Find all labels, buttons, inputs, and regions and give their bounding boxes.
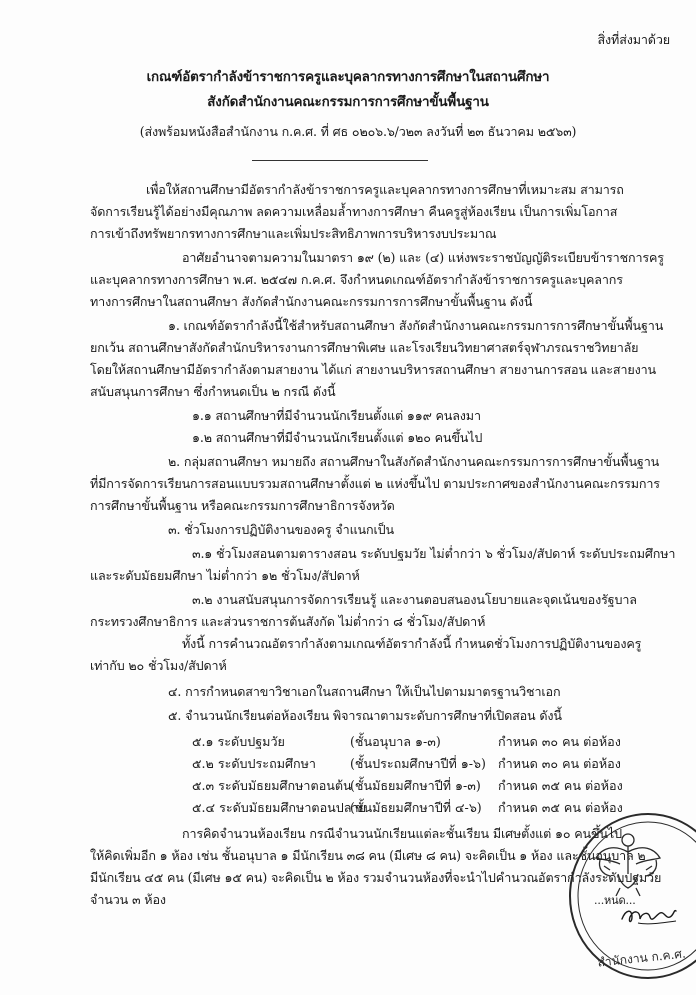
class-size-rule: กำหนด ๓๕ คน ต่อห้อง <box>498 800 623 815</box>
class-size-rule: กำหนด ๓๐ คน ต่อห้อง <box>498 734 621 749</box>
document-title-line1: เกณฑ์อัตรากำลังข้าราชการครูและบุคลากรทางการศึกษาในสถานศึกษา <box>146 69 550 85</box>
item1-2: ๑.๒ สถานศึกษาที่มีจำนวนนักเรียนตั้งแต่ ๑๒๐ คนขึ้นไป <box>192 430 483 445</box>
class-size-rule: กำหนด ๓๕ คน ต่อห้อง <box>498 778 623 793</box>
item5: ๕. จำนวนนักเรียนต่อห้องเรียน พิจารณาตามระดับการศึกษาที่เปิดสอน ดังนี้ <box>168 708 562 723</box>
intro-p2-line2: และบุคลากรทางการศึกษา พ.ศ. ๒๕๔๗ ก.ค.ศ. จึงกำหนดเกณฑ์อัตรากำลังข้าราชการครูและบุคลากร <box>90 272 623 287</box>
class-size-grades: (ชั้นมัธยมศึกษาปีที่ ๑-๓) <box>350 778 481 793</box>
class-size-grades: (ชั้นประถมศึกษาปีที่ ๑-๖) <box>350 756 486 771</box>
item2-line3: การศึกษาขั้นพื้นฐาน หรือคณะกรรมการศึกษาธิการจังหวัด <box>90 498 395 513</box>
item4: ๔. การกำหนดสาขาวิชาเอกในสถานศึกษา ให้เป็นไปตามมาตรฐานวิชาเอก <box>168 684 561 699</box>
item2-line1: ๒. กลุ่มสถานศึกษา หมายถึง สถานศึกษาในสังกัดสำนักงานคณะกรรมการการศึกษาขั้นพื้นฐาน <box>168 454 660 469</box>
calc-line3: มีนักเรียน ๔๕ คน (มีเศษ ๑๕ คน) จะคิดเป็น ๒ ห้อง รวมจำนวนห้องที่จะนำไปคำนวณอัตรากำลังระดับปฐมวัย <box>90 870 662 885</box>
intro-p1-line1: เพื่อให้สถานศึกษามีอัตรากำลังข้าราชการครูและบุคลากรทางการศึกษาที่เหมาะสม สามารถ <box>146 182 624 197</box>
document-reference: (ส่งพร้อมหนังสือสำนักงาน ก.ค.ศ. ที่ ศธ ๐๒๐๖.๖/ว๒๓ ลงวันที่ ๒๓ ธันวาคม ๒๕๖๓) <box>139 124 577 139</box>
item1-1: ๑.๑ สถานศึกษาที่มีจำนวนนักเรียนตั้งแต่ ๑๑๙ คนลงมา <box>192 408 481 423</box>
calc-line4: จำนวน ๓ ห้อง <box>90 892 166 907</box>
document-title-line2: สังกัดสำนักงานคณะกรรมการการศึกษาขั้นพื้นฐาน <box>207 94 489 110</box>
garuda-emblem-icon <box>596 834 660 896</box>
item3-note-line2: เท่ากับ ๒๐ ชั่วโมง/สัปดาห์ <box>90 658 227 673</box>
seal-text: สำนักงาน ก.ค.ศ. <box>596 946 687 970</box>
item3-note-line1: ทั้งนี้ การคำนวณอัตรากำลังตามเกณฑ์อัตรากำลังนี้ กำหนดชั่วโมงการปฏิบัติงานของครู <box>182 636 642 651</box>
item2-line2: ที่มีการจัดการเรียนการสอนแบบรวมสถานศึกษาตั้งแต่ ๒ แห่งขึ้นไป ตามประกาศของสำนักงานคณะกรรมการ <box>90 476 660 491</box>
item1-line4: สนับสนุนการศึกษา ซึ่งกำหนดเป็น ๒ กรณี ดังนี้ <box>90 384 336 399</box>
class-size-level: ๕.๒ ระดับประถมศึกษา <box>192 756 316 771</box>
item1-line1: ๑. เกณฑ์อัตรากำลังนี้ใช้สำหรับสถานศึกษา สังกัดสำนักงานคณะกรรมการการศึกษาขั้นพื้นฐาน <box>168 318 664 333</box>
class-size-level: ๕.๑ ระดับปฐมวัย <box>192 734 285 749</box>
calc-line2: ให้คิดเพิ่มอีก ๑ ห้อง เช่น ชั้นอนุบาล ๑ มีนักเรียน ๓๘ คน (มีเศษ ๘ คน) จะคิดเป็น ๑ ห้อง และชั้นอนุบาล ๒ <box>90 848 646 863</box>
intro-p1-line3: การเข้าถึงทรัพยากรทางการศึกษาและเพิ่มประสิทธิภาพการบริหารงบประมาณ <box>90 226 497 241</box>
attachment-note: สิ่งที่ส่งมาด้วย <box>597 32 670 47</box>
item1-line3: โดยให้สถานศึกษามีอัตรากำลังตามสายงาน ได้แก่ สายงานบริหารสถานศึกษา สายงานการสอน และสายงาน <box>90 362 656 377</box>
item3-1-line1: ๓.๑ ชั่วโมงสอนตามตารางสอน ระดับปฐมวัย ไม่ต่ำกว่า ๖ ชั่วโมง/สัปดาห์ ระดับประถมศึกษา <box>192 546 676 561</box>
class-size-rule: กำหนด ๓๐ คน ต่อห้อง <box>498 756 621 771</box>
title-divider <box>252 160 428 161</box>
class-size-grades: (ชั้นอนุบาล ๑-๓) <box>350 734 441 749</box>
stamp-note: ...หนด... <box>594 894 636 907</box>
item3-line1: ๓. ชั่วโมงการปฏิบัติงานของครู จำแนกเป็น <box>168 522 394 537</box>
intro-p1-line2: จัดการเรียนรู้ได้อย่างมีคุณภาพ ลดความเหลื่อมล้ำทางการศึกษา คืนครูสู่ห้องเรียน เป็นการเพิ่มโอกาส <box>90 204 618 219</box>
intro-p2-line3: ทางการศึกษาในสถานศึกษา สังกัดสำนักงานคณะกรรมการการศึกษาขั้นพื้นฐาน ดังนี้ <box>90 294 533 309</box>
class-size-level: ๕.๓ ระดับมัธยมศึกษาตอนต้น <box>192 778 352 793</box>
item3-2-line2: กระทรวงศึกษาธิการ และส่วนราชการต้นสังกัด ไม่ต่ำกว่า ๘ ชั่วโมง/สัปดาห์ <box>90 614 486 629</box>
intro-p2-line1: อาศัยอำนาจตามความในมาตรา ๑๙ (๒) และ (๔) แห่งพระราชบัญญัติระเบียบข้าราชการครู <box>182 250 664 265</box>
item3-2-line1: ๓.๒ งานสนับสนุนการจัดการเรียนรู้ และงานตอบสนองนโยบายและจุดเน้นของรัฐบาล <box>192 592 637 607</box>
class-size-grades: (ชั้นมัธยมศึกษาปีที่ ๔-๖) <box>350 800 482 815</box>
calc-line1: การคิดจำนวนห้องเรียน กรณีจำนวนนักเรียนแต่ละชั้นเรียน มีเศษตั้งแต่ ๑๐ คนขึ้นไป <box>182 826 622 841</box>
handwritten-signature <box>618 903 680 927</box>
item3-1-line2: และระดับมัธยมศึกษา ไม่ต่ำกว่า ๑๒ ชั่วโมง/สัปดาห์ <box>90 568 360 583</box>
class-size-level: ๕.๔ ระดับมัธยมศึกษาตอนปลาย <box>192 800 366 815</box>
item1-line2: ยกเว้น สถานศึกษาสังกัดสำนักบริหารงานการศึกษาพิเศษ และโรงเรียนวิทยาศาสตร์จุฬาภรณราชวิทยาลัย <box>90 340 639 355</box>
